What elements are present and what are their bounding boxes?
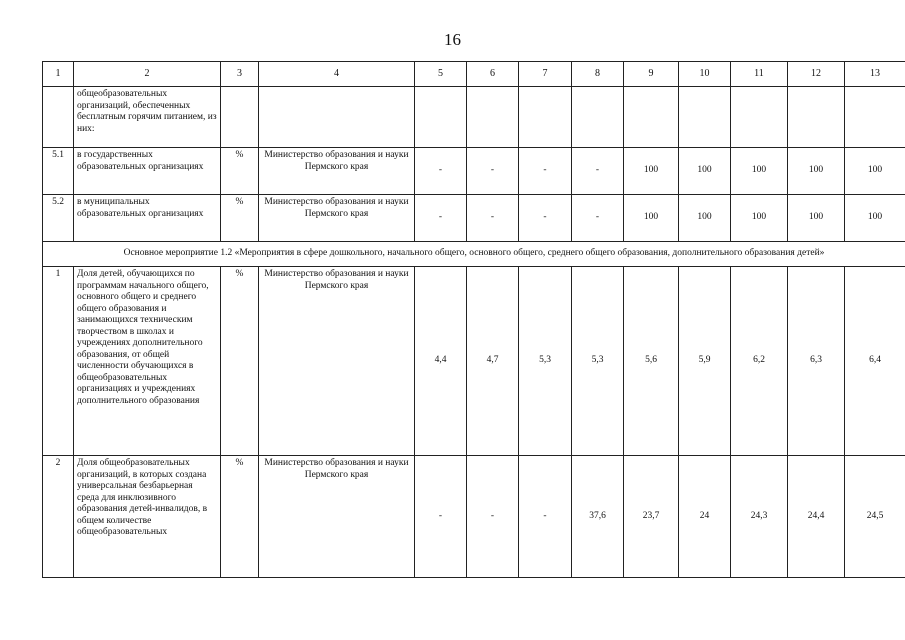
value-cell: 5,9 — [679, 267, 731, 456]
page-number: 16 — [444, 30, 461, 49]
value-cell: 100 — [624, 195, 679, 242]
responsible-org: Министерство образования и науки Пермского края — [259, 195, 415, 242]
table-row — [43, 456, 905, 578]
value-cell: 4,4 — [415, 267, 467, 456]
header-cell: 11 — [731, 62, 788, 87]
header-cell: 8 — [572, 62, 624, 87]
value-cell: 100 — [679, 148, 731, 195]
indicator-name: Доля общеобразовательных организаций, в которых создана универсальная безбарьерная среда для инклюзивного образования детей-инвалидов, в общем количестве общеобразовательных — [74, 456, 221, 578]
value-cell: 23,7 — [624, 456, 679, 578]
indicator-name: в государственных образовательных организациях — [74, 148, 221, 195]
header-cell: 6 — [467, 62, 519, 87]
value-cell: 24 — [679, 456, 731, 578]
unit-cell: % — [221, 456, 259, 578]
value-cell: - — [519, 195, 572, 242]
header-cell: 1 — [43, 62, 74, 87]
unit-cell: % — [221, 267, 259, 456]
unit-cell — [221, 87, 259, 148]
responsible-org — [259, 87, 415, 148]
section-row — [43, 242, 905, 267]
value-cell: 100 — [731, 195, 788, 242]
value-cell: 100 — [624, 148, 679, 195]
value-cell — [519, 87, 572, 148]
value-cell: 100 — [845, 195, 905, 242]
indicator-name: Доля детей, обучающихся по программам начального общего, основного общего и среднего общего образования и занимающихся техническим творчеством в школах и учреждениях дополнительного образования, от общей численности обучающихся в общеобразовательных организациях и учреждениях дополнительного образования — [74, 267, 221, 456]
responsible-org: Министерство образования и науки Пермского края — [259, 267, 415, 456]
value-cell: - — [415, 148, 467, 195]
value-cell — [731, 87, 788, 148]
table-row — [43, 195, 905, 242]
value-cell: 4,7 — [467, 267, 519, 456]
responsible-org: Министерство образования и науки Пермского края — [259, 148, 415, 195]
table-row — [43, 267, 905, 456]
header-cell: 10 — [679, 62, 731, 87]
value-cell: - — [415, 456, 467, 578]
header-cell: 9 — [624, 62, 679, 87]
table-row — [43, 87, 905, 148]
value-cell: 100 — [845, 148, 905, 195]
header-row — [43, 62, 905, 87]
value-cell: 24,5 — [845, 456, 905, 578]
value-cell — [572, 87, 624, 148]
unit-cell: % — [221, 148, 259, 195]
value-cell: 24,3 — [731, 456, 788, 578]
row-number: 2 — [43, 456, 74, 578]
value-cell: - — [519, 148, 572, 195]
value-cell: 100 — [679, 195, 731, 242]
value-cell — [788, 87, 845, 148]
value-cell: 37,6 — [572, 456, 624, 578]
value-cell — [415, 87, 467, 148]
section-title: Основное мероприятие 1.2 «Мероприятия в сфере дошкольного, начального общего, основного общего, среднего общего образования, дополнительного образования детей» — [43, 242, 905, 267]
responsible-org: Министерство образования и науки Пермского края — [259, 456, 415, 578]
header-cell: 12 — [788, 62, 845, 87]
header-cell: 4 — [259, 62, 415, 87]
value-cell — [679, 87, 731, 148]
indicator-name: общеобразовательных организаций, обеспеченных бесплатным горячим питанием, из них: — [74, 87, 221, 148]
header-cell: 2 — [74, 62, 221, 87]
value-cell: 6,2 — [731, 267, 788, 456]
indicator-name: в муниципальных образовательных организациях — [74, 195, 221, 242]
value-cell — [467, 87, 519, 148]
value-cell: 24,4 — [788, 456, 845, 578]
value-cell: 5,3 — [572, 267, 624, 456]
value-cell — [845, 87, 905, 148]
value-cell: 5,3 — [519, 267, 572, 456]
row-number: 1 — [43, 267, 74, 456]
unit-cell: % — [221, 195, 259, 242]
header-cell: 13 — [845, 62, 905, 87]
value-cell: 6,3 — [788, 267, 845, 456]
value-cell: - — [415, 195, 467, 242]
header-cell: 3 — [221, 62, 259, 87]
row-number: 5.1 — [43, 148, 74, 195]
value-cell: - — [467, 456, 519, 578]
value-cell: 100 — [731, 148, 788, 195]
value-cell: 6,4 — [845, 267, 905, 456]
value-cell: - — [467, 195, 519, 242]
value-cell: - — [572, 195, 624, 242]
header-cell: 7 — [519, 62, 572, 87]
table-row — [43, 148, 905, 195]
indicators-table — [42, 61, 905, 578]
value-cell: 100 — [788, 148, 845, 195]
value-cell: 5,6 — [624, 267, 679, 456]
value-cell — [624, 87, 679, 148]
value-cell: - — [467, 148, 519, 195]
value-cell: - — [519, 456, 572, 578]
value-cell: - — [572, 148, 624, 195]
value-cell: 100 — [788, 195, 845, 242]
row-number: 5.2 — [43, 195, 74, 242]
row-number — [43, 87, 74, 148]
header-cell: 5 — [415, 62, 467, 87]
